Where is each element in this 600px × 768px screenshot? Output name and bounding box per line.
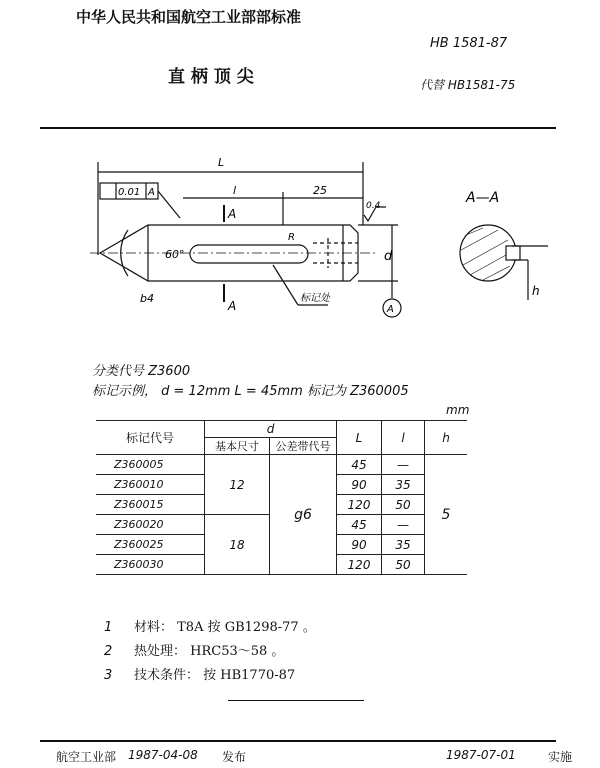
dim-25-label: 25 [313,184,327,197]
table-cell-L: 45 [337,515,382,535]
note-item [104,640,284,659]
notes-end-rule [228,700,364,701]
issue-date: 1987-04-08 [128,748,198,762]
dim-h-label: h [532,284,540,298]
angle-label: 60° [165,248,185,261]
table-cell-l: 35 [382,535,425,555]
marking-example-line: 标记示例， d = 12mm L = 45mm 标记为 Z360005 [92,384,409,399]
org-title: 中华人民共和国航空工业部部标准 [76,8,302,26]
header-h: h [425,421,468,455]
table-row-code: Z360010 [96,475,205,495]
tolerance-datum: A [148,187,155,198]
header-l: l [382,421,425,455]
note-item [104,664,295,683]
header-basic-size: 基本尺寸 [205,438,270,455]
table-cell-L: 120 [337,495,382,515]
table-cell-L: 120 [337,555,382,575]
table-cell-L: 90 [337,535,382,555]
technical-drawing [88,150,548,330]
header-tolerance: 公差带代号 [270,438,337,455]
tolerance-value: 0.01 [118,187,141,198]
note-text: 技术条件： 按 HB1770-87 [134,668,296,683]
table-cell-L: 45 [337,455,382,475]
note-number: 3 [104,668,113,683]
dim-d-label: d [384,249,393,264]
radius-label: R [288,232,295,243]
table-cell-l: 50 [382,555,425,575]
replaces-standard: 代替 HB1581-75 [420,78,516,92]
table-cell-l: — [382,515,425,535]
table-cell-L: 90 [337,475,382,495]
table-cell-l: — [382,455,425,475]
note-text: 热处理： HRC53～58 。 [134,644,285,659]
note-item [104,616,316,635]
dim-L-label: L [218,156,225,169]
d-basic-group-2: 18 [205,515,270,575]
note-text: 材料： T8A 按 GB1298-77 。 [134,620,316,635]
header-d: d [205,421,337,438]
implementation-label: 实施 [548,750,573,764]
implementation-date: 1987-07-01 [446,748,516,762]
table-row-code: Z360030 [96,555,205,575]
table-row-code: Z360025 [96,535,205,555]
dim-l-label: l [233,184,237,197]
table-row-code: Z360005 [96,455,205,475]
chamfer-label: b4 [140,292,154,305]
table-cell-l: 50 [382,495,425,515]
note-number: 1 [104,620,113,635]
table-cell-l: 35 [382,475,425,495]
document-title: 直 柄 顶 尖 [168,67,254,87]
section-title: A—A [466,190,500,206]
table-row-code: Z360015 [96,495,205,515]
d-basic-group-1: 12 [205,455,270,515]
footer-rule [40,740,556,742]
issue-label: 发布 [222,750,247,764]
h-cell: 5 [425,455,468,575]
header-L: L [337,421,382,455]
header-code: 标记代号 [96,421,205,455]
section-mark-top: A [228,207,237,221]
marking-label: 标记处 [300,293,330,304]
table-row-code: Z360020 [96,515,205,535]
header-rule [40,127,556,129]
dimension-table [96,420,467,575]
tolerance-cell: g6 [270,455,337,575]
issuer: 航空工业部 [56,750,117,764]
slot-outline [190,245,308,263]
roughness-value: 0.4 [366,201,381,211]
classification-line: 分类代号 Z3600 [92,364,191,379]
datum-letter: A [387,304,394,315]
unit-label: mm [446,403,470,417]
note-number: 2 [104,644,113,659]
section-mark-bottom: A [228,299,237,313]
standard-number: HB 1581-87 [430,36,508,51]
